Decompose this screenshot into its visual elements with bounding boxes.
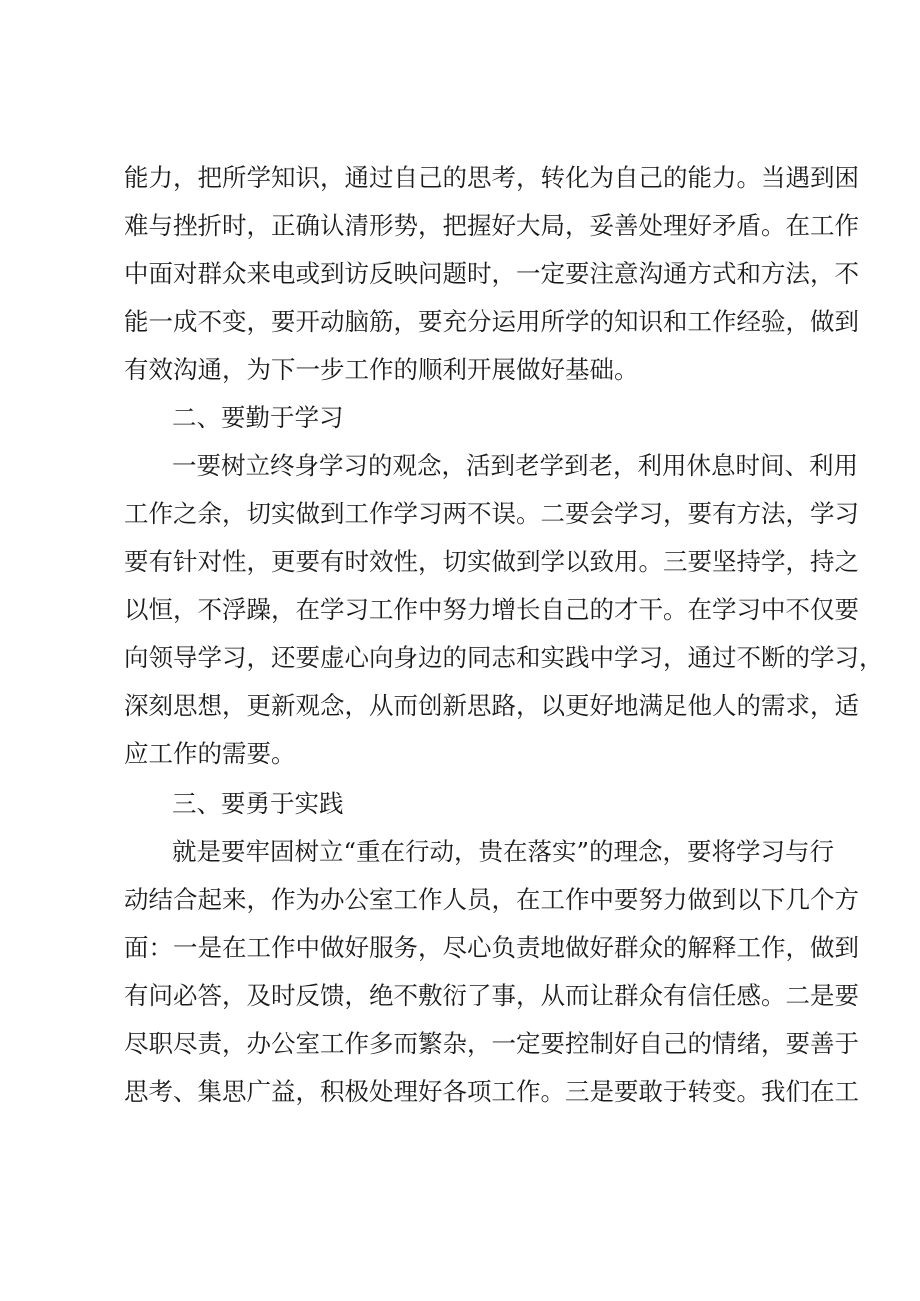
- para1-line: 能力，把所学知识，通过自己的思考，转化为自己的能力。当遇到困: [124, 163, 859, 192]
- para1-line: 难与挫折时，正确认清形势，把握好大局，妥善处理好矛盾。在工作: [124, 211, 859, 240]
- para2-line: 深刻思想，更新观念，从而创新思路，以更好地满足他人的需求，适: [124, 691, 859, 720]
- para2-line: 应工作的需要。: [124, 739, 296, 768]
- para3-line: 有问必答，及时反馈，绝不敷衍了事，从而让群众有信任感。二是要: [124, 981, 859, 1010]
- para1-line: 有效沟通，为下一步工作的顺利开展做好基础。: [124, 355, 639, 384]
- para2-line: 以恒，不浮躁，在学习工作中努力增长自己的才干。在学习中不仅要: [124, 595, 859, 624]
- para2-line: 向领导学习，还要虚心向身边的同志和实践中学习，通过不断的学习，: [124, 643, 884, 672]
- para3-line: 动结合起来，作为办公室工作人员，在工作中要努力做到以下几个方: [124, 885, 859, 914]
- para2-line: 工作之余，切实做到工作学习两不误。二要会学习，要有方法，学习: [124, 499, 859, 528]
- para3-line: 就是要牢固树立“重在行动，贵在落实”的理念，要将学习与行: [172, 837, 835, 866]
- section-heading-practice: 三、要勇于实践: [172, 789, 344, 818]
- para1-line: 能一成不变，要开动脑筋，要充分运用所学的知识和工作经验，做到: [124, 307, 859, 336]
- para1-line: 中面对群众来电或到访反映问题时，一定要注意沟通方式和方法，不: [124, 259, 859, 288]
- section-heading-study: 二、要勤于学习: [172, 403, 344, 432]
- para2-line: 一要树立终身学习的观念，活到老学到老，利用休息时间、利用: [172, 451, 858, 480]
- para3-line: 思考、集思广益，积极处理好各项工作。三是要敢于转变。我们在工: [124, 1077, 859, 1106]
- para3-line: 面：一是在工作中做好服务，尽心负责地做好群众的解释工作，做到: [124, 933, 859, 962]
- para2-line: 要有针对性，更要有时效性，切实做到学以致用。三要坚持学，持之: [124, 547, 859, 576]
- para3-line: 尽职尽责，办公室工作多而繁杂，一定要控制好自己的情绪，要善于: [124, 1029, 859, 1058]
